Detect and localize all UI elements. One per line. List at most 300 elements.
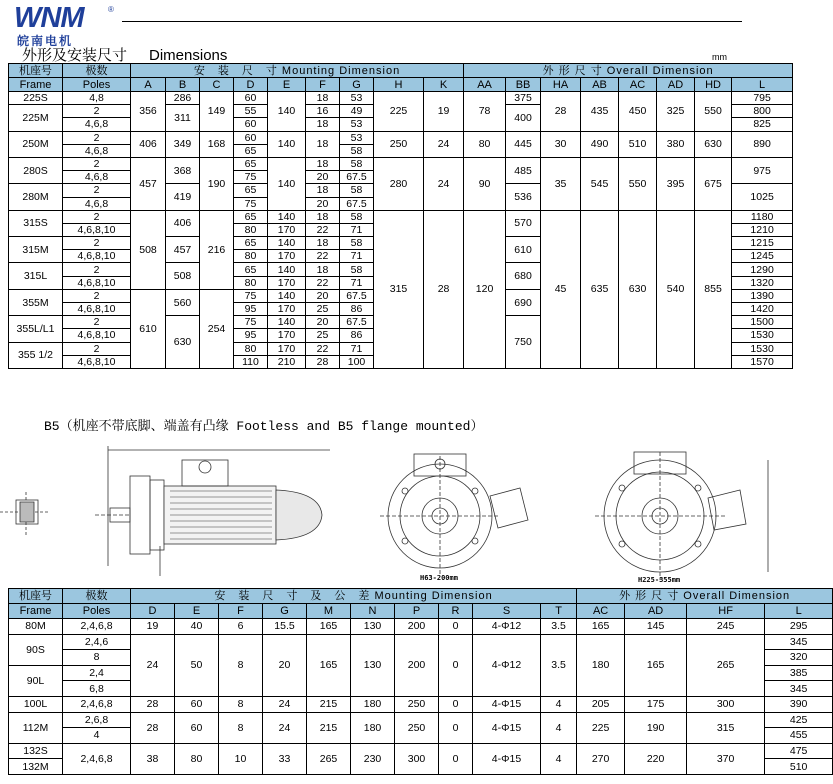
header-col-e: E — [175, 604, 219, 619]
header-col-d: D — [131, 604, 175, 619]
table-cell: 190 — [625, 712, 687, 743]
header-col-d: D — [234, 78, 268, 92]
table-cell: 390 — [765, 696, 833, 712]
table-cell: 3.5 — [541, 619, 577, 635]
table-cell: 80 — [464, 131, 506, 157]
table-cell: 18 — [306, 131, 340, 157]
table-cell: 180 — [351, 712, 395, 743]
table-cell: 45 — [541, 210, 581, 368]
table-cell: 1530 — [732, 342, 793, 355]
table-cell: 58 — [340, 144, 374, 157]
table-cell: 2 — [63, 342, 131, 355]
table-cell: 53 — [340, 131, 374, 144]
table-cell: 315 — [687, 712, 765, 743]
table-cell: 315S — [9, 210, 63, 236]
table-cell: 1320 — [732, 276, 793, 289]
table-cell: 25 — [306, 329, 340, 342]
header-col-ad: AD — [657, 78, 695, 92]
table-row — [9, 743, 833, 759]
drawing-caption-2: H225-355mm — [638, 576, 681, 584]
table-cell: 1390 — [732, 289, 793, 302]
table-cell: 28 — [424, 210, 464, 368]
header-col-ac: AC — [577, 604, 625, 619]
table-cell: 355 1/2 — [9, 342, 63, 368]
table-cell: 100 — [340, 355, 374, 368]
table-cell: 100L — [9, 696, 63, 712]
header-poles-cn: 极数 — [63, 589, 131, 604]
table-cell: 50 — [175, 634, 219, 696]
table-cell: 855 — [695, 210, 732, 368]
table-cell: 58 — [340, 210, 374, 223]
table-cell: 280S — [9, 157, 63, 183]
header-poles-en: Poles — [63, 604, 131, 619]
header-col-hd: HD — [695, 78, 732, 92]
title-cn: 外形及安装尺寸 — [22, 47, 128, 64]
table-cell: 170 — [268, 303, 306, 316]
table-cell: 2 — [63, 184, 131, 197]
header-frame-en: Frame — [9, 604, 63, 619]
table-cell: 140 — [268, 237, 306, 250]
motor-side-view-drawing — [95, 446, 330, 576]
table-cell: 560 — [166, 289, 200, 315]
table-cell: 2,4,6,8 — [63, 743, 131, 774]
table-cell: 675 — [695, 157, 732, 210]
header-col-g: G — [263, 604, 307, 619]
table-cell: 170 — [268, 276, 306, 289]
table-cell: 406 — [131, 131, 166, 157]
table-cell: 58 — [340, 184, 374, 197]
header-col-m: M — [307, 604, 351, 619]
table-cell: 18 — [306, 237, 340, 250]
header-col-c: C — [200, 78, 234, 92]
table-cell: 890 — [732, 131, 793, 157]
table-cell: 80 — [234, 276, 268, 289]
table-cell: 28 — [541, 92, 581, 132]
table-cell: 22 — [306, 342, 340, 355]
table-cell: 110 — [234, 355, 268, 368]
table-cell: 75 — [234, 316, 268, 329]
table-cell: 132M — [9, 759, 63, 775]
table-cell: 67.5 — [340, 316, 374, 329]
table-cell: 425 — [765, 712, 833, 728]
table-cell: 0 — [439, 619, 473, 635]
table-cell: 140 — [268, 157, 306, 210]
table-cell: 86 — [340, 329, 374, 342]
table-cell: 18 — [306, 210, 340, 223]
table-cell: 90 — [464, 157, 506, 210]
table-cell: 24 — [263, 712, 307, 743]
table-cell: 140 — [268, 210, 306, 223]
table-cell: 4-Φ15 — [473, 743, 541, 774]
table-cell: 4 — [541, 712, 577, 743]
table-cell: 140 — [268, 316, 306, 329]
table-cell: 165 — [307, 634, 351, 696]
table-cell: 165 — [307, 619, 351, 635]
table-cell: 825 — [732, 118, 793, 131]
header-col-n: N — [351, 604, 395, 619]
table-cell: 90L — [9, 665, 63, 696]
table-cell: 610 — [131, 289, 166, 368]
table-cell: 315 — [374, 210, 424, 368]
table-cell: 20 — [306, 289, 340, 302]
table-cell: 325 — [657, 92, 695, 132]
flange-front-view-large-drawing — [595, 452, 768, 580]
brand-logo — [14, 2, 119, 48]
table-cell: 20 — [263, 634, 307, 696]
table-cell: 349 — [166, 131, 200, 157]
table-cell: 2 — [63, 289, 131, 302]
table-cell: 130 — [351, 619, 395, 635]
table-cell: 58 — [340, 157, 374, 170]
table-cell: 4,6,8,10 — [63, 329, 131, 342]
table-cell: 205 — [577, 696, 625, 712]
table-cell: 60 — [175, 712, 219, 743]
table-cell: 356 — [131, 92, 166, 132]
table-cell: 65 — [234, 237, 268, 250]
table-cell: 165 — [625, 634, 687, 696]
table-cell: 245 — [687, 619, 765, 635]
table-cell: 180 — [351, 696, 395, 712]
header-col-ac: AC — [619, 78, 657, 92]
table-row — [9, 696, 833, 712]
table-cell: 6 — [219, 619, 263, 635]
table-cell: 1180 — [732, 210, 793, 223]
table-cell: 60 — [234, 92, 268, 105]
table-cell: 457 — [131, 157, 166, 210]
table-row — [9, 157, 793, 170]
table-cell: 53 — [340, 118, 374, 131]
table-cell: 145 — [625, 619, 687, 635]
table-cell: 112M — [9, 712, 63, 743]
table-cell: 180 — [577, 634, 625, 696]
table-cell: 65 — [234, 210, 268, 223]
table-cell: 60 — [175, 696, 219, 712]
table-cell: 8 — [219, 634, 263, 696]
table-row — [9, 712, 833, 728]
table-row — [9, 131, 793, 144]
table-cell: 1025 — [732, 184, 793, 210]
header-col-p: P — [395, 604, 439, 619]
header-col-hf: HF — [687, 604, 765, 619]
table-cell: 2 — [63, 157, 131, 170]
table-cell: 24 — [424, 131, 464, 157]
unit-label: mm — [712, 52, 727, 62]
table-cell: 485 — [506, 157, 541, 183]
table-cell: 80M — [9, 619, 63, 635]
header-col-f: F — [219, 604, 263, 619]
table-cell: 80 — [175, 743, 219, 774]
table-cell: 28 — [306, 355, 340, 368]
header-col-f: F — [306, 78, 340, 92]
header-col-t: T — [541, 604, 577, 619]
table-cell: 22 — [306, 276, 340, 289]
flange-front-view-small-drawing — [380, 454, 528, 576]
table-cell: 30 — [541, 131, 581, 157]
table-cell: 385 — [765, 665, 833, 681]
table-cell: 406 — [166, 210, 200, 236]
table-cell: 490 — [581, 131, 619, 157]
title-en: Dimensions — [149, 47, 228, 64]
table-cell: 58 — [340, 237, 374, 250]
table-cell: 86 — [340, 303, 374, 316]
table-cell: 225 — [374, 92, 424, 132]
table-cell: 1245 — [732, 250, 793, 263]
table-cell: 445 — [506, 131, 541, 157]
table-cell: 630 — [619, 210, 657, 368]
table-cell: 18 — [306, 118, 340, 131]
table-cell: 368 — [166, 157, 200, 183]
table-cell: 455 — [765, 728, 833, 744]
table-cell: 80 — [234, 223, 268, 236]
table-cell: 225M — [9, 105, 63, 131]
table-cell: 168 — [200, 131, 234, 157]
table-cell: 140 — [268, 92, 306, 132]
dimension-table-b3 — [8, 63, 793, 369]
table-cell: 75 — [234, 197, 268, 210]
header-poles-en: Poles — [63, 78, 131, 92]
table-cell: 67.5 — [340, 289, 374, 302]
shaft-section-drawing — [0, 492, 50, 536]
header-overall-dimension: 外 形 尺 寸 Overall Dimension — [464, 64, 793, 78]
header-frame-cn: 机座号 — [9, 64, 63, 78]
table-cell: 435 — [581, 92, 619, 132]
table-cell: 635 — [581, 210, 619, 368]
table-cell: 265 — [687, 634, 765, 696]
table-cell: 175 — [625, 696, 687, 712]
table-cell: 311 — [166, 105, 200, 131]
table-cell: 90S — [9, 634, 63, 665]
table-row — [9, 619, 833, 635]
dimension-table-b5 — [8, 588, 833, 775]
table-cell: 0 — [439, 634, 473, 696]
table-cell: 16 — [306, 105, 340, 118]
table-cell: 375 — [506, 92, 541, 105]
table-cell: 400 — [506, 105, 541, 131]
header-col-b: B — [166, 78, 200, 92]
table-cell: 450 — [619, 92, 657, 132]
table-cell: 130 — [351, 634, 395, 696]
table-cell: 4,6,8 — [63, 197, 131, 210]
table-cell: 60 — [234, 131, 268, 144]
table-cell: 457 — [166, 237, 200, 263]
table-cell: 320 — [765, 650, 833, 666]
table-cell: 570 — [506, 210, 541, 236]
table-cell: 210 — [268, 355, 306, 368]
table-cell: 38 — [131, 743, 175, 774]
table-cell: 286 — [166, 92, 200, 105]
table-cell: 25 — [306, 303, 340, 316]
table-cell: 3.5 — [541, 634, 577, 696]
table-cell: 216 — [200, 210, 234, 289]
table-cell: 140 — [268, 289, 306, 302]
table-cell: 71 — [340, 276, 374, 289]
table-cell: 345 — [765, 634, 833, 650]
header-col-ha: HA — [541, 78, 581, 92]
table-cell: 140 — [268, 263, 306, 276]
table-cell: 270 — [577, 743, 625, 774]
table-cell: 75 — [234, 171, 268, 184]
table-cell: 165 — [577, 619, 625, 635]
table-cell: 300 — [687, 696, 765, 712]
table-cell: 2,4,6,8 — [63, 619, 131, 635]
table-row — [9, 210, 793, 223]
table-cell: 355M — [9, 289, 63, 315]
table-cell: 65 — [234, 144, 268, 157]
registered-mark: ® — [108, 5, 114, 14]
table-row — [9, 634, 833, 650]
table-cell: 2,4 — [63, 665, 131, 681]
table-cell: 0 — [439, 712, 473, 743]
technical-drawings — [0, 436, 800, 586]
table-cell: 370 — [687, 743, 765, 774]
table-row — [9, 92, 793, 105]
table-cell: 4,6,8,10 — [63, 276, 131, 289]
header-mounting-dimension: 安 装 尺 寸 Mounting Dimension — [131, 64, 464, 78]
table-cell: 71 — [340, 250, 374, 263]
table-cell: 510 — [619, 131, 657, 157]
table-cell: 65 — [234, 263, 268, 276]
b5-section-title: B5（机座不带底脚、端盖有凸缘 Footless and B5 flange mounted） — [44, 419, 484, 434]
table-cell: 8 — [63, 650, 131, 666]
table-cell: 190 — [200, 157, 234, 210]
table-cell: 132S — [9, 743, 63, 759]
table-cell: 18 — [306, 263, 340, 276]
table-cell: 4,6,8 — [63, 118, 131, 131]
table-cell: 280 — [374, 157, 424, 210]
header-col-bb: BB — [506, 78, 541, 92]
table-cell: 395 — [657, 157, 695, 210]
table-cell: 550 — [695, 92, 732, 132]
table-cell: 8 — [219, 712, 263, 743]
table-cell: 65 — [234, 157, 268, 170]
table-cell: 6,8 — [63, 681, 131, 697]
table-cell: 140 — [268, 131, 306, 157]
table-cell: 975 — [732, 157, 793, 183]
table-cell: 0 — [439, 743, 473, 774]
table-cell: 536 — [506, 184, 541, 210]
table-cell: 510 — [765, 759, 833, 775]
table-cell: 19 — [424, 92, 464, 132]
table-cell: 4 — [63, 728, 131, 744]
table-cell: 4-Φ12 — [473, 619, 541, 635]
table-cell: 345 — [765, 681, 833, 697]
header-col-r: R — [439, 604, 473, 619]
table-cell: 225 — [577, 712, 625, 743]
table-cell: 49 — [340, 105, 374, 118]
header-col-l: L — [732, 78, 793, 92]
header-col-s: S — [473, 604, 541, 619]
table-cell: 1570 — [732, 355, 793, 368]
header-col-a: A — [131, 78, 166, 92]
table-cell: 20 — [306, 197, 340, 210]
header-col-e: E — [268, 78, 306, 92]
table-cell: 4,6,8,10 — [63, 250, 131, 263]
table-cell: 4,6,8,10 — [63, 223, 131, 236]
logo-wordmark: WNM — [14, 2, 84, 34]
table-cell: 690 — [506, 289, 541, 315]
table-cell: 8 — [219, 696, 263, 712]
table-cell: 75 — [234, 289, 268, 302]
table-cell: 19 — [131, 619, 175, 635]
table-cell: 355L/L1 — [9, 316, 63, 342]
table-cell: 15.5 — [263, 619, 307, 635]
drawing-caption-1: H63-200mm — [420, 574, 458, 582]
table-cell: 4,8 — [63, 92, 131, 105]
table-cell: 2 — [63, 210, 131, 223]
table-cell: 295 — [765, 619, 833, 635]
table-cell: 250M — [9, 131, 63, 157]
table-cell: 380 — [657, 131, 695, 157]
table-cell: 795 — [732, 92, 793, 105]
table-cell: 1215 — [732, 237, 793, 250]
table-cell: 265 — [307, 743, 351, 774]
table-cell: 22 — [306, 250, 340, 263]
section-title — [22, 44, 227, 65]
table-cell: 58 — [340, 263, 374, 276]
table-cell: 4 — [541, 696, 577, 712]
table-cell: 630 — [695, 131, 732, 157]
table-cell: 120 — [464, 210, 506, 368]
table-cell: 80 — [234, 342, 268, 355]
table-cell: 95 — [234, 329, 268, 342]
header-col-h: H — [374, 78, 424, 92]
table-cell: 4,6,8 — [63, 171, 131, 184]
table-cell: 250 — [395, 712, 439, 743]
table-cell: 1210 — [732, 223, 793, 236]
table-cell: 0 — [439, 696, 473, 712]
table-cell: 60 — [234, 118, 268, 131]
table-cell: 215 — [307, 712, 351, 743]
table-cell: 149 — [200, 92, 234, 132]
header-overall-dimension: 外 形 尺 寸 Overall Dimension — [577, 589, 833, 604]
table-cell: 35 — [541, 157, 581, 210]
table-cell: 2 — [63, 131, 131, 144]
table-cell: 2,4,6 — [63, 634, 131, 650]
table-cell: 170 — [268, 329, 306, 342]
table-cell: 250 — [395, 696, 439, 712]
table-cell: 300 — [395, 743, 439, 774]
table-cell: 4 — [541, 743, 577, 774]
header-col-g: G — [340, 78, 374, 92]
table-cell: 254 — [200, 289, 234, 368]
table-cell: 315M — [9, 237, 63, 263]
table-cell: 419 — [166, 184, 200, 210]
table-cell: 4-Φ15 — [473, 696, 541, 712]
header-col-l: L — [765, 604, 833, 619]
table-cell: 4,6,8,10 — [63, 355, 131, 368]
table-cell: 78 — [464, 92, 506, 132]
table-cell: 71 — [340, 342, 374, 355]
table-cell: 220 — [625, 743, 687, 774]
table-cell: 24 — [131, 634, 175, 696]
table-cell: 55 — [234, 105, 268, 118]
table-cell: 22 — [306, 223, 340, 236]
table-cell: 18 — [306, 92, 340, 105]
table-cell: 1420 — [732, 303, 793, 316]
table-cell: 170 — [268, 223, 306, 236]
table-cell: 28 — [131, 712, 175, 743]
header-mounting-dimension: 安 装 尺 寸 及 公 差 Mounting Dimension — [131, 589, 577, 604]
header-col-ab: AB — [581, 78, 619, 92]
table-cell: 2,6,8 — [63, 712, 131, 728]
header-col-aa: AA — [464, 78, 506, 92]
table-cell: 750 — [506, 316, 541, 369]
table-cell: 475 — [765, 743, 833, 759]
table-cell: 71 — [340, 223, 374, 236]
table-cell: 545 — [581, 157, 619, 210]
table-cell: 4,6,8 — [63, 144, 131, 157]
table-cell: 508 — [166, 263, 200, 289]
